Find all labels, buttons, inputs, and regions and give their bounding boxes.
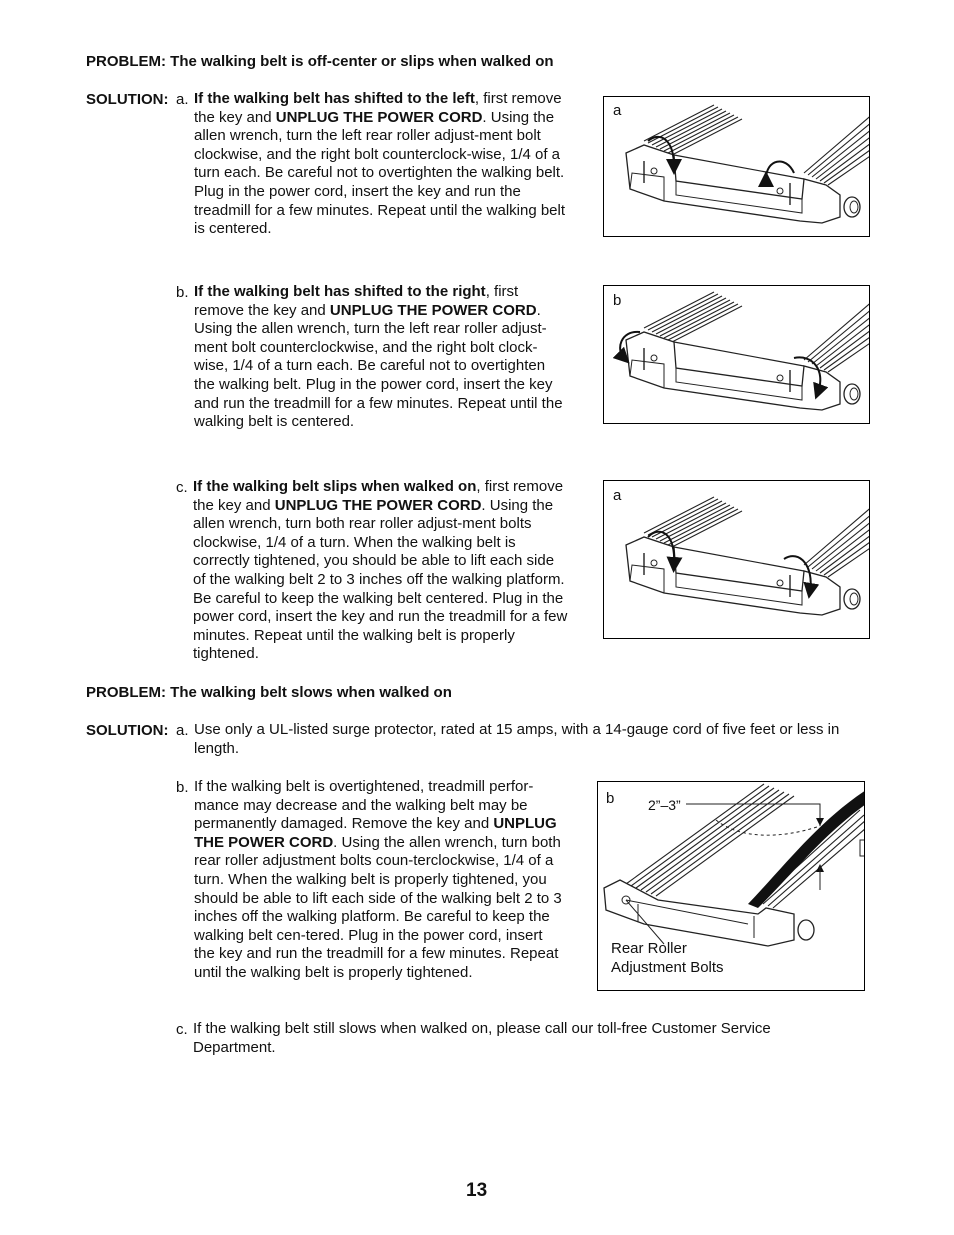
- figure-belt-tension: [597, 781, 865, 991]
- solution-1b-lead: If the walking belt has shifted to the right: [194, 283, 486, 300]
- figure-letter: a: [613, 487, 622, 504]
- item-letter-c: c.: [176, 479, 188, 496]
- solution-2c-text: If the walking belt still slows when walked on, please call our toll-free Customer Service Department.: [193, 1020, 771, 1056]
- dimension-label: 2”–3”: [648, 797, 681, 813]
- solution-2b-unplug: UNPLUG THE POWER CORD: [194, 815, 557, 851]
- solution-1a-unplug: UNPLUG THE POWER CORD: [275, 108, 483, 126]
- solution-1a-lead: If the walking belt has shifted to the left: [194, 90, 475, 107]
- item-letter-c: c.: [176, 1021, 188, 1038]
- treadmill-illustration: [604, 97, 870, 237]
- figure-left-shift: [603, 96, 870, 237]
- solution-2b-part2: . Using the allen wrench, turn both rear roller adjustment bolts coun-terclockwise, 1/4 of a turn. When the walking belt is properly tightened, you should be able to lift each side of the walking belt 2 to 3 inches off the walking platform. Be careful to keep the walking belt cen-tered. Plug in the power cord, insert the key and run the treadmill for a few minutes. Repeat until the walking belt is properly tightened.: [194, 833, 562, 981]
- solution-2-label: SOLUTION:: [86, 722, 169, 739]
- bolts-label-line1: Rear Roller: [611, 940, 687, 957]
- problem-1-heading: PROBLEM: The walking belt is off-center or slips when walked on: [86, 53, 554, 70]
- page-number: 13: [466, 1180, 488, 1201]
- figure-letter: b: [606, 790, 615, 807]
- solution-1c-unplug: UNPLUG THE POWER CORD: [274, 496, 482, 514]
- figure-belt-slips: [603, 480, 870, 639]
- figure-letter: a: [613, 102, 622, 119]
- figure-right-shift: [603, 285, 870, 424]
- solution-1c-text: [193, 478, 569, 664]
- solution-2a-text: Use only a UL-listed surge protector, rated at 15 amps, with a 14-gauge cord of five feet or less in length.: [194, 721, 840, 757]
- solution-1a-text: [194, 90, 568, 239]
- treadmill-illustration: [604, 481, 870, 639]
- solution-1b-text: [194, 283, 568, 432]
- item-letter-b: b.: [176, 284, 189, 301]
- solution-1a-part1: , first remove the key and: [194, 90, 562, 126]
- solution-2b-text: [194, 778, 564, 983]
- problem-2-heading: PROBLEM: The walking belt slows when walked on: [86, 684, 452, 701]
- solution-1c-part2: . Using the allen wrench, turn both rear roller adjust-ment bolts clockwise, 1/4 of a turn. When the walking belt is correctly tightened, you should be able to lift each side of the walking belt 2 to 3 inches off the walking platform. Be careful to keep the walking belt centered. Plug in the power cord, insert the key and run the treadmill for a few minutes. Repeat until the walking belt is properly tightened.: [193, 496, 568, 663]
- figure-letter: b: [613, 292, 622, 309]
- solution-1b-part2: . Using the allen wrench, turn the left rear roller adjust-ment bolt counterclockwise, and the right bolt clock-wise, 1/4 of a turn each. Be careful not to overtighten the walking belt. Plug in the power cord, insert the key and run the treadmill for a few minutes. Repeat until the walking belt is centered.: [194, 301, 563, 431]
- solution-1c-part1: , first remove the key and: [193, 478, 564, 514]
- solution-1c-lead: If the walking belt slips when walked on: [193, 478, 477, 495]
- solution-1a-part2: . Using the allen wrench, turn the left rear roller adjust-ment bolt clockwise, and the right bolt counterclock-wise, 1/4 of a turn each. Be careful not to overtighten the walking belt. Plug in the power cord, insert the key and run the treadmill for a few minutes. Repeat until the walking belt is centered.: [194, 108, 566, 238]
- solution-1-label: SOLUTION:: [86, 91, 169, 108]
- item-letter-a: a.: [176, 722, 189, 739]
- solution-2b-part1: If the walking belt is overtightened, treadmill perfor-mance may decrease and the walking belt may be permanently damaged. Remove the key and: [194, 778, 534, 833]
- item-letter-a: a.: [176, 91, 189, 108]
- item-letter-b: b.: [176, 779, 189, 796]
- solution-1b-part1: , first remove the key and: [194, 283, 519, 319]
- solution-1b-unplug: UNPLUG THE POWER CORD: [329, 301, 537, 319]
- treadmill-illustration: [604, 286, 870, 424]
- bolts-label-line2: Adjustment Bolts: [611, 959, 724, 976]
